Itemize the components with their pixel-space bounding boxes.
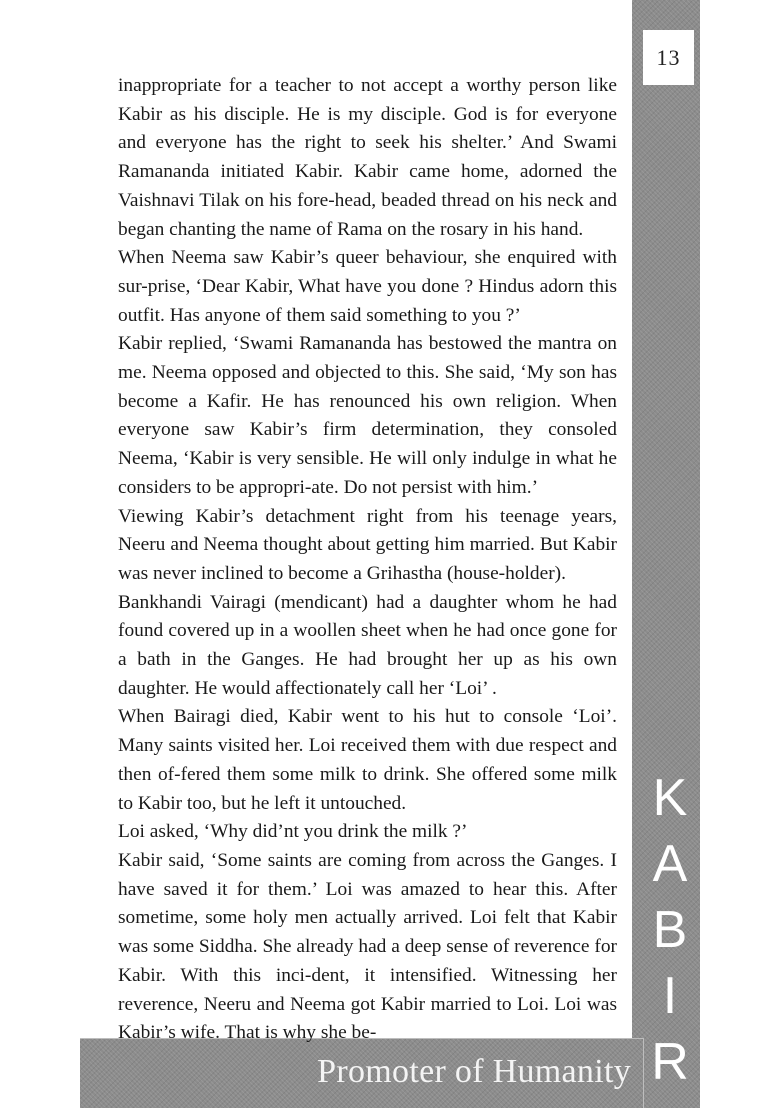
paragraph: Bankhandi Vairagi (mendicant) had a daughter whom he had found covered up in a woollen sheet when he had once gone for a bath in the Ganges. He had brought her up as his own daughter. He would affectionately call her ‘Loi’ .	[118, 591, 617, 699]
paragraph: When Bairagi died, Kabir went to his hut to console ‘Loi’. Many saints visited her. Loi received them with due respect and then of-fered them some milk to drink. She offered some milk to Kabir too, but he left it untouched.	[118, 706, 617, 814]
page-number-text: 13	[656, 44, 681, 70]
title-letter: R	[651, 1033, 689, 1091]
vertical-book-title	[640, 765, 700, 1095]
paragraph: Kabir said, ‘Some saints are coming from across the Ganges. I have saved it for them.’ Loi was amazed to hear this. After sometime, some holy men actually arrived. Loi felt that Kabir was some Siddha. She already had a deep sense of reverence for Kabir. With this inci-dent, it intensified. Witnessing her reverence, Neeru and Neema got Kabir married to Loi. Loi was Kabir’s wife. That is why she be-	[118, 849, 617, 1044]
body-text	[118, 72, 617, 1048]
paragraph: inappropriate for a teacher to not accept a worthy person like Kabir as his disciple. He is my disciple. God is for everyone and everyone has the right to seek his shelter.’ And Swami Ramananda initiated Kabir. Kabir came home, adorned the Vaishnavi Tilak on his fore-head, beaded thread on his neck and began chanting the name of Rama on the rosary in his hand.	[118, 75, 617, 240]
page-number	[643, 30, 694, 85]
paragraph: Viewing Kabir’s detachment right from his teenage years, Neeru and Neema thought about getting him married. But Kabir was never inclined to become a Grihastha (house-holder).	[118, 505, 617, 584]
title-letter: K	[652, 769, 688, 827]
book-subtitle: Promoter of Humanity	[317, 1053, 631, 1090]
paragraph: Kabir replied, ‘Swami Ramananda has bestowed the mantra on me. Neema opposed and objected to this. She said, ‘My son has become a Kafir. He has renounced his own religion. When everyone saw Kabir’s firm determination, they consoled Neema, ‘Kabir is very sensible. He will only indulge in what he considers to be appropri-ate. Do not persist with him.’	[118, 333, 617, 498]
title-letter: A	[652, 835, 688, 893]
footer-bar	[80, 1038, 644, 1108]
paragraph: When Neema saw Kabir’s queer behaviour, she enquired with sur-prise, ‘Dear Kabir, What have you done ? Hindus adorn this outfit. Has anyone of them said something to you ?’	[118, 247, 617, 326]
paragraph: Loi asked, ‘Why did’nt you drink the milk ?’	[118, 821, 468, 843]
title-letter: B	[652, 901, 688, 959]
title-letter: I	[662, 967, 678, 1025]
